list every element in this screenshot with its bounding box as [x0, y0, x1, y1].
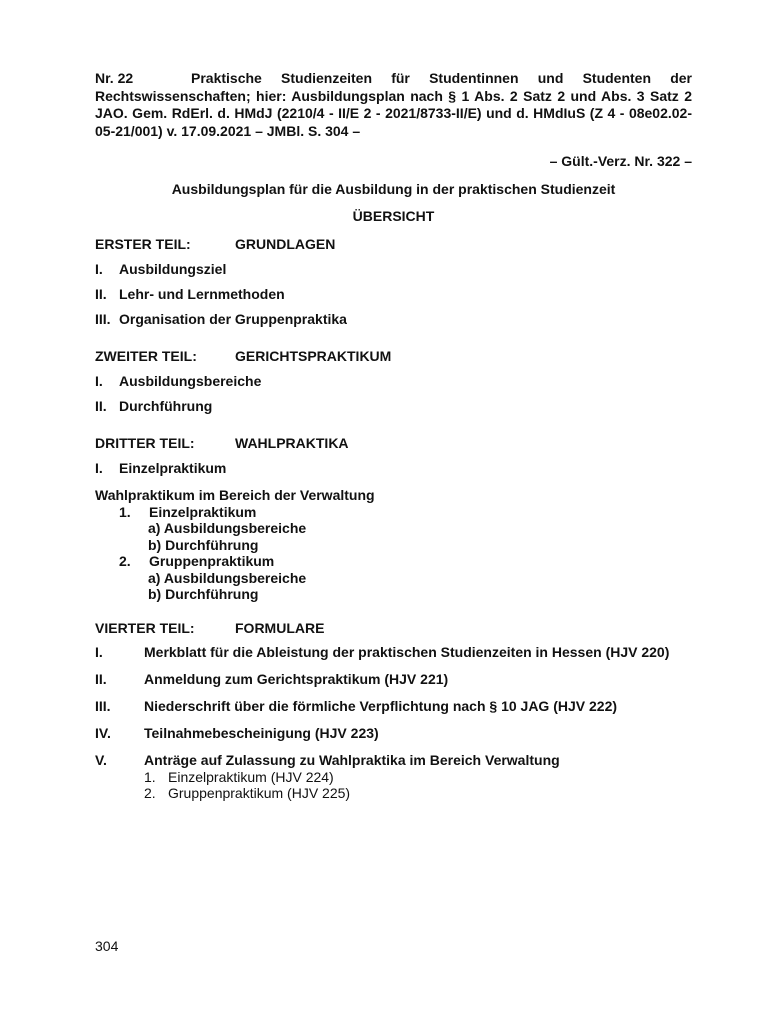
item-text: Einzelpraktikum [149, 503, 257, 520]
item-number: 1. [119, 503, 131, 520]
item-number: IV. [95, 724, 111, 741]
item-text: Einzelpraktikum [119, 460, 227, 476]
part-4 [95, 620, 692, 802]
list-item [95, 553, 692, 570]
item-number: I. [95, 373, 103, 389]
part-heading [95, 620, 692, 637]
item-number: I. [95, 460, 103, 476]
part-heading [95, 348, 692, 365]
item-text: Merkblatt für die Ableistung der praktischen Studienzeiten in Hessen (HJV 220) [144, 643, 670, 660]
item-text: Anträge auf Zulassung zu Wahlpraktika im Bereich Verwaltung [144, 751, 560, 768]
item-number: II. [95, 286, 107, 302]
page-number: 304 [95, 938, 119, 954]
part-label: ZWEITER TEIL: [95, 348, 197, 364]
sub-item: a) Ausbildungsbereiche [148, 520, 307, 536]
item-number: 2. [119, 553, 131, 569]
part-heading [95, 236, 692, 253]
form-item [95, 752, 692, 769]
item-text: Durchführung [119, 398, 213, 414]
sub-item: b) Durchführung [148, 586, 259, 602]
item-text: Ausbildungsbereiche [119, 373, 262, 389]
sub-item: b) Durchführung [148, 536, 259, 553]
item-text: Ausbildungsziel [119, 261, 227, 277]
part-title: GERICHTSPRAKTIKUM [235, 348, 392, 364]
item-text: Einzelpraktikum (HJV 224) [168, 768, 334, 785]
document-header [95, 70, 692, 140]
part-label: DRITTER TEIL: [95, 435, 195, 451]
form-sub-item [95, 785, 692, 802]
form-sub-item [95, 769, 692, 786]
item-text: Organisation der Gruppenpraktika [119, 311, 347, 327]
part-title: GRUNDLAGEN [235, 236, 336, 252]
sub-item: a) Ausbildungsbereiche [148, 569, 307, 586]
item-number: II. [95, 670, 107, 687]
part-heading [95, 435, 692, 452]
item-text: Niederschrift über die förmliche Verpflichtung nach § 10 JAG (HJV 222) [144, 697, 618, 714]
part-title: FORMULARE [235, 619, 325, 636]
list-item [95, 504, 692, 521]
item-number: I. [95, 643, 103, 660]
document-page [95, 70, 692, 802]
item-text: Gruppenpraktikum (HJV 225) [168, 785, 351, 801]
validity-reference: – Gült.-Verz. Nr. 322 – [549, 153, 692, 169]
list-item [95, 261, 692, 278]
section-heading: Wahlpraktikum im Bereich der Verwaltung [95, 487, 375, 503]
item-number: 1. [144, 768, 156, 785]
item-number: 2. [144, 785, 156, 801]
form-item [95, 671, 692, 688]
form-item [95, 725, 692, 742]
list-item [95, 373, 692, 390]
item-number: V. [95, 751, 107, 768]
issue-number: Nr. 22 [95, 70, 134, 86]
list-item [95, 460, 692, 477]
item-text: Anmeldung zum Gerichtspraktikum (HJV 221) [144, 670, 449, 687]
item-text: Teilnahmebescheinigung (HJV 223) [144, 724, 379, 741]
form-item [95, 698, 692, 715]
part-1 [95, 236, 692, 328]
part-title: WAHLPRAKTIKA [235, 435, 349, 451]
item-text: Gruppenpraktikum [149, 553, 275, 569]
item-number: III. [95, 311, 111, 327]
item-number: I. [95, 261, 103, 277]
document-title: Praktische Studienzeiten für Studentinnen und Studenten der Rechtswissenschaften; hier: Ausbildungsplan nach § 1 Abs. 2 Satz 2 und Abs. 3 Satz 2 JAO. Gem. RdErl. d. HMdJ (2210/4 - II/E 2 - 2021/8733-II/E) und d. HMdIuS (Z 4 - 08e02.02-05-21/001) v. 17.09.2021 – JMBl. S. 304 – [95, 70, 692, 139]
form-item [95, 644, 692, 661]
list-item [95, 398, 692, 415]
item-number: II. [95, 398, 107, 414]
part-label: VIERTER TEIL: [95, 619, 195, 636]
item-text: Lehr- und Lernmethoden [119, 286, 285, 302]
part-label: ERSTER TEIL: [95, 236, 191, 252]
part-2 [95, 348, 692, 415]
overview-title: ÜBERSICHT [352, 208, 435, 224]
plan-title: Ausbildungsplan für die Ausbildung in der praktischen Studienzeit [171, 181, 616, 197]
item-number: III. [95, 697, 111, 714]
list-item [95, 311, 692, 328]
part-3 [95, 435, 692, 603]
list-item [95, 286, 692, 303]
